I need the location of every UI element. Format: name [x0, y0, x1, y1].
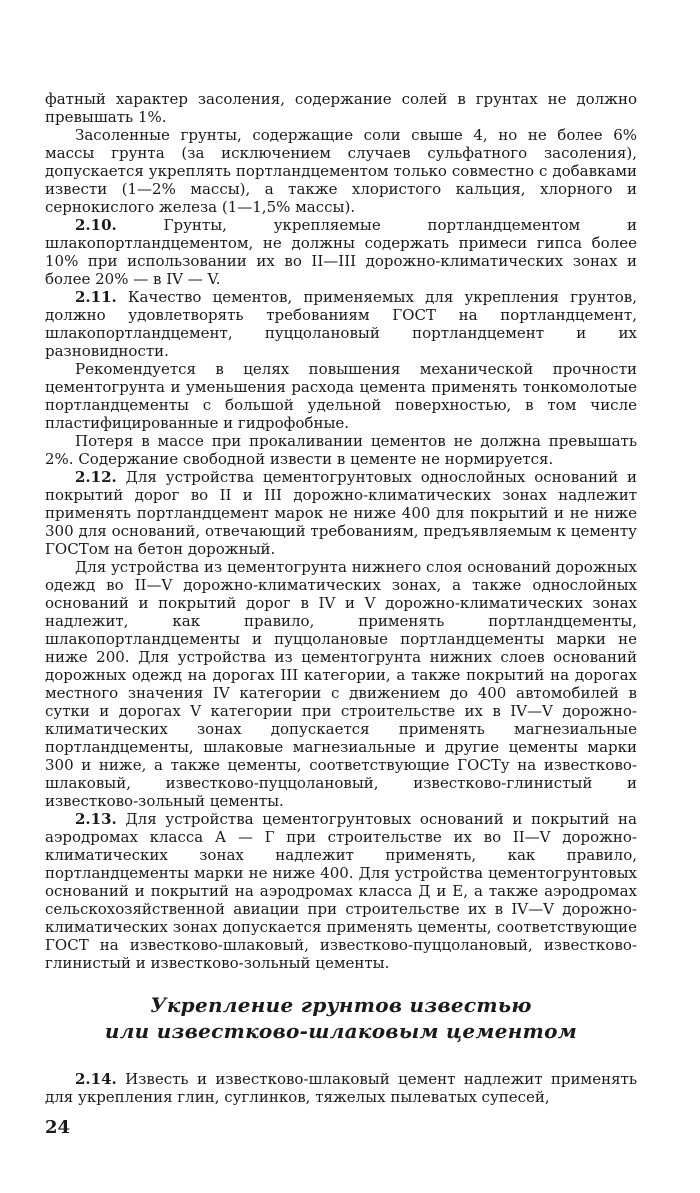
paragraph-text: Грунты, укрепляемые портландцементом и шлакопортландцементом, не должны содержать примеси гипса более 10% при использовании их во II—III дорожно-климатических зонах и более 20% — в IV — V. — [45, 216, 637, 288]
paragraph-2-11 — [45, 288, 637, 360]
paragraph-text: Для устройства из цементогрунта нижнего слоя оснований дорожных одежд во II—V дорожно-климатических зонах, а также однослойных оснований и покрытий дорог в IV и V дорожно-климатических зонах надлежит, как правило, применять портландцементы, шлакопортландцементы и пуццолановые портландцементы марки не ниже 200. Для устройства из цементогрунта нижних слоев оснований дорожных одежд на дорогах III категории, а также покрытий на дорогах местного значения IV категории с движением до 400 автомобилей в сутки и дорогах V категории при строительстве их в IV—V дорожно-климатических зонах допускается применять магнезиальные портландцементы, шлаковые магнезиальные и другие цементы марки 300 и ниже, а также цементы, соответствующие ГОСТу на известково-шлаковый, известково-пуццолановый, известково-глинистый и известково-зольный цементы. — [45, 558, 637, 810]
heading-line-2: или известково-шлаковым цементом — [104, 1019, 578, 1043]
page-body — [45, 90, 637, 1106]
paragraph-text: Качество цементов, применяемых для укрепления грунтов, должно удовлетворять требованиям ГОСТ на портландцемент, шлакопортландцемент, пуццолановый портландцемент и их разновидности. — [45, 288, 637, 360]
page-number: 24 — [45, 1117, 71, 1138]
paragraph-text: Известь и известково-шлаковый цемент надлежит применять для укрепления глин, суглинков, тяжелых пылеватых супесей, — [45, 1070, 637, 1106]
paragraph-1 — [45, 90, 637, 126]
paragraph-2-12 — [45, 468, 637, 558]
paragraph-text: фатный характер засоления, содержание солей в грунтах не должно превышать 1%. — [45, 90, 637, 126]
clause-number: 2.10. — [75, 216, 117, 234]
clause-number: 2.11. — [75, 288, 117, 306]
paragraph-text: Засоленные грунты, содержащие соли свыше 4, но не более 6% массы грунта (за исключением случаев сульфатного засоления), допускается укреплять портландцементом только совместно с добавками извести (1—2% массы), а также хлористого кальция, хлорного и сернокислого железа (1—1,5% массы). — [45, 126, 637, 216]
clause-number: 2.13. — [75, 810, 117, 828]
heading-line-1: Укрепление грунтов известью — [150, 993, 532, 1017]
paragraph-text: Для устройства цементогрунтовых однослойных оснований и покрытий дорог во II и III дорожно-климатических зонах надлежит применять портландцемент марок не ниже 400 для покрытий и не ниже 300 для оснований, отвечающий требованиям, предъявляемым к цементу ГОСТом на бетон дорожный. — [45, 468, 637, 558]
paragraph-2-14 — [45, 1070, 637, 1106]
paragraph-text: Для устройства цементогрунтовых оснований и покрытий на аэродромах класса А — Г при строительстве их во II—V дорожно-климатических зонах надлежит применять, как правило, портландцементы марки не ниже 400. Для устройства цементогрунтовых оснований и покрытий на аэродромах класса Д и Е, а также аэродромах сельскохозяйственной авиации при строительстве их в IV—V дорожно-климатических зонах допускается применять цементы, соответствующие ГОСТ на известково-шлаковый, известково-пуццолановый, известково-глинистый и известково-зольный цементы. — [45, 810, 637, 972]
paragraph-recommendation — [45, 360, 637, 432]
paragraph-text: Потеря в массе при прокаливании цементов не должна превышать 2%. Содержание свободной извести в цементе не нормируется. — [45, 432, 637, 468]
clause-number: 2.14. — [75, 1070, 117, 1088]
paragraph-2 — [45, 126, 637, 216]
paragraph-ignition-loss — [45, 432, 637, 468]
paragraph-text: Рекомендуется в целях повышения механической прочности цементогрунта и уменьшения расхода цемента применять тонкомолотые портландцементы с большой удельной поверхностью, в том числе пластифицированные и гидрофобные. — [45, 360, 637, 432]
clause-number: 2.12. — [75, 468, 117, 486]
section-heading — [45, 992, 637, 1044]
paragraph-2-10 — [45, 216, 637, 288]
paragraph-2-13 — [45, 810, 637, 972]
paragraph-lower-layer — [45, 558, 637, 810]
